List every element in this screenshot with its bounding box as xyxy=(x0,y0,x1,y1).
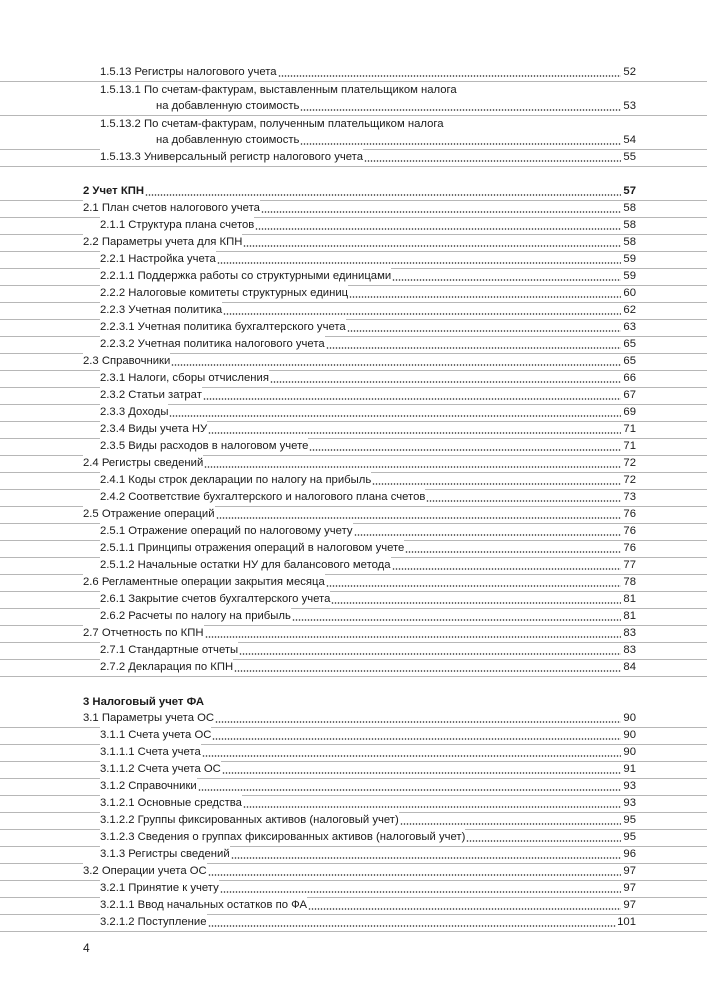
toc-page-number: 101 xyxy=(617,916,636,928)
toc-page-number: 71 xyxy=(623,423,636,435)
toc-entry-title: 2.7.1 Стандартные отчеты xyxy=(100,642,238,659)
dot-leader xyxy=(300,109,621,111)
toc-entry-title: 3.2 Операции учета ОС xyxy=(83,863,207,880)
dot-leader xyxy=(405,551,621,553)
toc-page-number: 67 xyxy=(623,389,636,401)
dot-leader xyxy=(331,602,621,604)
dot-leader xyxy=(308,908,621,910)
toc-page-number: 90 xyxy=(623,712,636,724)
toc-entry-title: 3.1.1 Счета учета ОС xyxy=(100,727,211,744)
dot-leader xyxy=(270,381,621,383)
toc-page-number: 95 xyxy=(623,831,636,843)
dot-leader xyxy=(400,823,621,825)
toc-entry-title: 2.6.2 Расчеты по налогу на прибыль xyxy=(100,608,291,625)
toc-entry-title: 2.3.5 Виды расходов в налоговом учете xyxy=(100,438,308,455)
toc-page-number: 53 xyxy=(623,100,636,112)
toc-page-number: 60 xyxy=(623,287,636,299)
toc-entry-title: 3.2.1.2 Поступление xyxy=(100,914,207,931)
toc-page-number: 91 xyxy=(623,763,636,775)
table-of-contents xyxy=(0,65,707,932)
toc-page-number: 73 xyxy=(623,491,636,503)
toc-page-number: 90 xyxy=(623,746,636,758)
toc-entry-title: 2.2.3 Учетная политика xyxy=(100,302,222,319)
toc-page-number: 69 xyxy=(623,406,636,418)
dot-leader xyxy=(208,432,621,434)
toc-page-number: 96 xyxy=(623,848,636,860)
toc-entry[interactable] xyxy=(0,626,707,643)
toc-entry[interactable] xyxy=(0,456,707,473)
toc-page-number: 52 xyxy=(623,66,636,78)
toc-page-number: 77 xyxy=(623,559,636,571)
dot-leader xyxy=(426,500,621,502)
toc-page-number: 95 xyxy=(623,814,636,826)
toc-entry-title: 2.5.1.2 Начальные остатки НУ для балансового метода xyxy=(100,557,391,574)
toc-entry[interactable] xyxy=(0,286,707,303)
dot-leader xyxy=(204,466,621,468)
toc-page-number: 55 xyxy=(623,151,636,163)
toc-entry[interactable] xyxy=(0,405,707,422)
toc-entry[interactable] xyxy=(0,320,707,337)
toc-page-number: 63 xyxy=(623,321,636,333)
dot-leader xyxy=(223,313,621,315)
toc-entry-title: 1.5.13.1 По счетам-фактурам, выставленным плательщиком налога xyxy=(100,82,636,99)
dot-leader xyxy=(326,347,621,349)
toc-entry[interactable] xyxy=(0,745,707,762)
toc-entry[interactable] xyxy=(0,252,707,269)
toc-chapter-entry[interactable] xyxy=(0,184,707,201)
toc-page-number: 76 xyxy=(623,508,636,520)
toc-page-number: 93 xyxy=(623,797,636,809)
toc-entry-title: 3.1.2.1 Основные средства xyxy=(100,795,242,812)
toc-entry-title: 2.2.2 Налоговые комитеты структурных единиц xyxy=(100,285,348,302)
toc-entry[interactable] xyxy=(0,779,707,796)
toc-entry-title: 3.1.1.1 Счета учета xyxy=(100,744,201,761)
toc-chapter-entry[interactable] xyxy=(0,694,707,711)
toc-entry[interactable] xyxy=(0,711,707,728)
dot-leader xyxy=(392,568,621,570)
toc-entry-title: 2.4.1 Коды строк декларации по налогу на прибыль xyxy=(100,472,371,489)
toc-page-number: 71 xyxy=(623,440,636,452)
toc-entry[interactable] xyxy=(0,269,707,286)
toc-entry[interactable] xyxy=(0,558,707,575)
toc-entry[interactable] xyxy=(0,82,707,99)
toc-entry-title: на добавленную стоимость xyxy=(156,98,299,115)
dot-leader xyxy=(222,772,621,774)
toc-entry[interactable] xyxy=(0,235,707,252)
toc-entry-title: 3.1.2.2 Группы фиксированных активов (налоговый учет) xyxy=(100,812,399,829)
toc-page-number: 65 xyxy=(623,338,636,350)
dot-leader xyxy=(278,75,621,77)
toc-entry-title: 2.6.1 Закрытие счетов бухгалтерского учета xyxy=(100,591,330,608)
section-gap xyxy=(0,167,707,184)
toc-entry[interactable] xyxy=(0,830,707,847)
dot-leader xyxy=(212,738,621,740)
toc-entry[interactable] xyxy=(0,524,707,541)
toc-entry[interactable] xyxy=(0,507,707,524)
toc-entry-title: 2.1 План счетов налогового учета xyxy=(83,200,260,217)
toc-entry-title: 2.7.2 Декларация по КПН xyxy=(100,659,233,676)
toc-entry[interactable] xyxy=(0,915,707,932)
dot-leader xyxy=(169,415,621,417)
toc-entry-title: 2.2.1 Настройка учета xyxy=(100,251,216,268)
dot-leader xyxy=(392,279,621,281)
dot-leader xyxy=(243,806,621,808)
toc-entry[interactable] xyxy=(0,643,707,660)
toc-page-number: 97 xyxy=(623,865,636,877)
toc-entry[interactable] xyxy=(0,337,707,354)
toc-page-number: 83 xyxy=(623,627,636,639)
toc-page-number: 90 xyxy=(623,729,636,741)
toc-entry-title: 2.2 Параметры учета для КПН xyxy=(83,234,242,251)
dot-leader xyxy=(208,925,617,927)
dot-leader xyxy=(208,874,621,876)
dot-leader xyxy=(255,228,621,230)
toc-entry[interactable] xyxy=(0,439,707,456)
toc-entry-title: 2.3.3 Доходы xyxy=(100,404,168,421)
toc-entry[interactable] xyxy=(0,864,707,881)
dot-leader xyxy=(261,211,621,213)
toc-entry[interactable] xyxy=(0,609,707,626)
toc-entry-title: 2.3 Справочники xyxy=(83,353,170,370)
toc-page-number: 58 xyxy=(623,202,636,214)
section-gap xyxy=(0,677,707,694)
dot-leader xyxy=(466,840,621,842)
dot-leader xyxy=(239,653,621,655)
toc-page-number: 93 xyxy=(623,780,636,792)
toc-entry-title: 3.1 Параметры учета ОС xyxy=(83,710,214,727)
dot-leader xyxy=(364,160,621,162)
toc-entry[interactable] xyxy=(0,490,707,507)
toc-entry-title: 2.1.1 Структура плана счетов xyxy=(100,217,254,234)
toc-page-number: 76 xyxy=(623,542,636,554)
toc-entry[interactable] xyxy=(0,303,707,320)
toc-page-number: 59 xyxy=(623,253,636,265)
toc-entry[interactable] xyxy=(0,762,707,779)
toc-entry-title: 3.1.2 Справочники xyxy=(100,778,197,795)
toc-entry-title: 2.7 Отчетность по КПН xyxy=(83,625,204,642)
toc-entry[interactable] xyxy=(0,218,707,235)
toc-entry-title: 3.1.1.2 Счета учета ОС xyxy=(100,761,221,778)
dot-leader xyxy=(231,857,621,859)
toc-page-number: 57 xyxy=(623,185,636,197)
toc-entry-title: 2.2.3.2 Учетная политика налогового учета xyxy=(100,336,325,353)
toc-entry-title: на добавленную стоимость xyxy=(156,132,299,149)
toc-entry-title: 2.5.1.1 Принципы отражения операций в налоговом учете xyxy=(100,540,404,557)
toc-entry-title: 2.3.2 Статьи затрат xyxy=(100,387,202,404)
toc-entry[interactable] xyxy=(0,371,707,388)
toc-entry[interactable] xyxy=(0,473,707,490)
dot-leader xyxy=(326,585,621,587)
toc-entry[interactable] xyxy=(0,898,707,915)
toc-page-number: 78 xyxy=(623,576,636,588)
dot-leader xyxy=(145,194,621,196)
dot-leader xyxy=(372,483,621,485)
toc-entry-title: 2.4 Регистры сведений xyxy=(83,455,203,472)
toc-entry[interactable] xyxy=(0,728,707,745)
toc-page-number: 54 xyxy=(623,134,636,146)
toc-entry[interactable] xyxy=(0,99,707,116)
toc-entry-title: 1.5.13.3 Универсальный регистр налогового учета xyxy=(100,149,363,166)
dot-leader xyxy=(243,245,621,247)
toc-page-number: 72 xyxy=(623,474,636,486)
toc-page-number: 81 xyxy=(623,593,636,605)
toc-entry-title: 2.6 Регламентные операции закрытия месяца xyxy=(83,574,325,591)
toc-page-number: 66 xyxy=(623,372,636,384)
toc-entry-title: 1.5.13 Регистры налогового учета xyxy=(100,64,277,81)
toc-page-number: 65 xyxy=(623,355,636,367)
dot-leader xyxy=(171,364,621,366)
toc-entry[interactable] xyxy=(0,881,707,898)
toc-entry[interactable] xyxy=(0,575,707,592)
dot-leader xyxy=(347,330,621,332)
toc-page-number: 58 xyxy=(623,219,636,231)
dot-leader xyxy=(309,449,621,451)
toc-entry[interactable] xyxy=(0,813,707,830)
toc-entry[interactable] xyxy=(0,65,707,82)
dot-leader xyxy=(300,143,621,145)
toc-entry-title: 3.2.1.1 Ввод начальных остатков по ФА xyxy=(100,897,307,914)
toc-entry-title: 1.5.13.2 По счетам-фактурам, полученным плательщиком налога xyxy=(100,116,636,133)
toc-page-number: 83 xyxy=(623,644,636,656)
page-number: 4 xyxy=(83,941,90,955)
dot-leader xyxy=(234,670,621,672)
toc-page-number: 72 xyxy=(623,457,636,469)
toc-entry-title: 2.5 Отражение операций xyxy=(83,506,215,523)
toc-page-number: 81 xyxy=(623,610,636,622)
toc-entry[interactable] xyxy=(0,660,707,677)
toc-page-number: 58 xyxy=(623,236,636,248)
dot-leader xyxy=(216,517,621,519)
toc-entry-title: 2.2.3.1 Учетная политика бухгалтерского учета xyxy=(100,319,346,336)
toc-entry-title: 3 Налоговый учет ФА xyxy=(83,694,204,711)
toc-page-number: 97 xyxy=(623,899,636,911)
toc-entry[interactable] xyxy=(0,796,707,813)
dot-leader xyxy=(203,398,621,400)
toc-entry[interactable] xyxy=(0,133,707,150)
toc-entry-title: 2.3.1 Налоги, сборы отчисления xyxy=(100,370,269,387)
dot-leader xyxy=(349,296,621,298)
toc-entry-title: 3.2.1 Принятие к учету xyxy=(100,880,219,897)
toc-entry-title: 2.5.1 Отражение операций по налоговому учету xyxy=(100,523,353,540)
dot-leader xyxy=(202,755,621,757)
toc-entry[interactable] xyxy=(0,592,707,609)
toc-entry-title: 3.1.2.3 Сведения о группах фиксированных активов (налоговый учет) xyxy=(100,829,465,846)
toc-entry-title: 3.1.3 Регистры сведений xyxy=(100,846,230,863)
toc-page-number: 62 xyxy=(623,304,636,316)
toc-entry[interactable] xyxy=(0,116,707,133)
toc-entry[interactable] xyxy=(0,150,707,167)
toc-page-number: 84 xyxy=(623,661,636,673)
toc-entry[interactable] xyxy=(0,201,707,218)
toc-entry-title: 2.3.4 Виды учета НУ xyxy=(100,421,207,438)
toc-entry[interactable] xyxy=(0,541,707,558)
dot-leader xyxy=(205,636,621,638)
toc-entry[interactable] xyxy=(0,847,707,864)
toc-page-number: 59 xyxy=(623,270,636,282)
toc-entry-title: 2.2.1.1 Поддержка работы со структурными единицами xyxy=(100,268,391,285)
dot-leader xyxy=(215,721,621,723)
dot-leader xyxy=(217,262,621,264)
toc-entry-title: 2.4.2 Соответствие бухгалтерского и налогового плана счетов xyxy=(100,489,425,506)
toc-entry-title: 2 Учет КПН xyxy=(83,183,144,200)
dot-leader xyxy=(220,891,621,893)
dot-leader xyxy=(292,619,621,621)
dot-leader xyxy=(198,789,621,791)
toc-entry[interactable] xyxy=(0,388,707,405)
toc-entry[interactable] xyxy=(0,422,707,439)
toc-page-number: 76 xyxy=(623,525,636,537)
dot-leader xyxy=(354,534,621,536)
toc-page-number: 97 xyxy=(623,882,636,894)
toc-entry[interactable] xyxy=(0,354,707,371)
